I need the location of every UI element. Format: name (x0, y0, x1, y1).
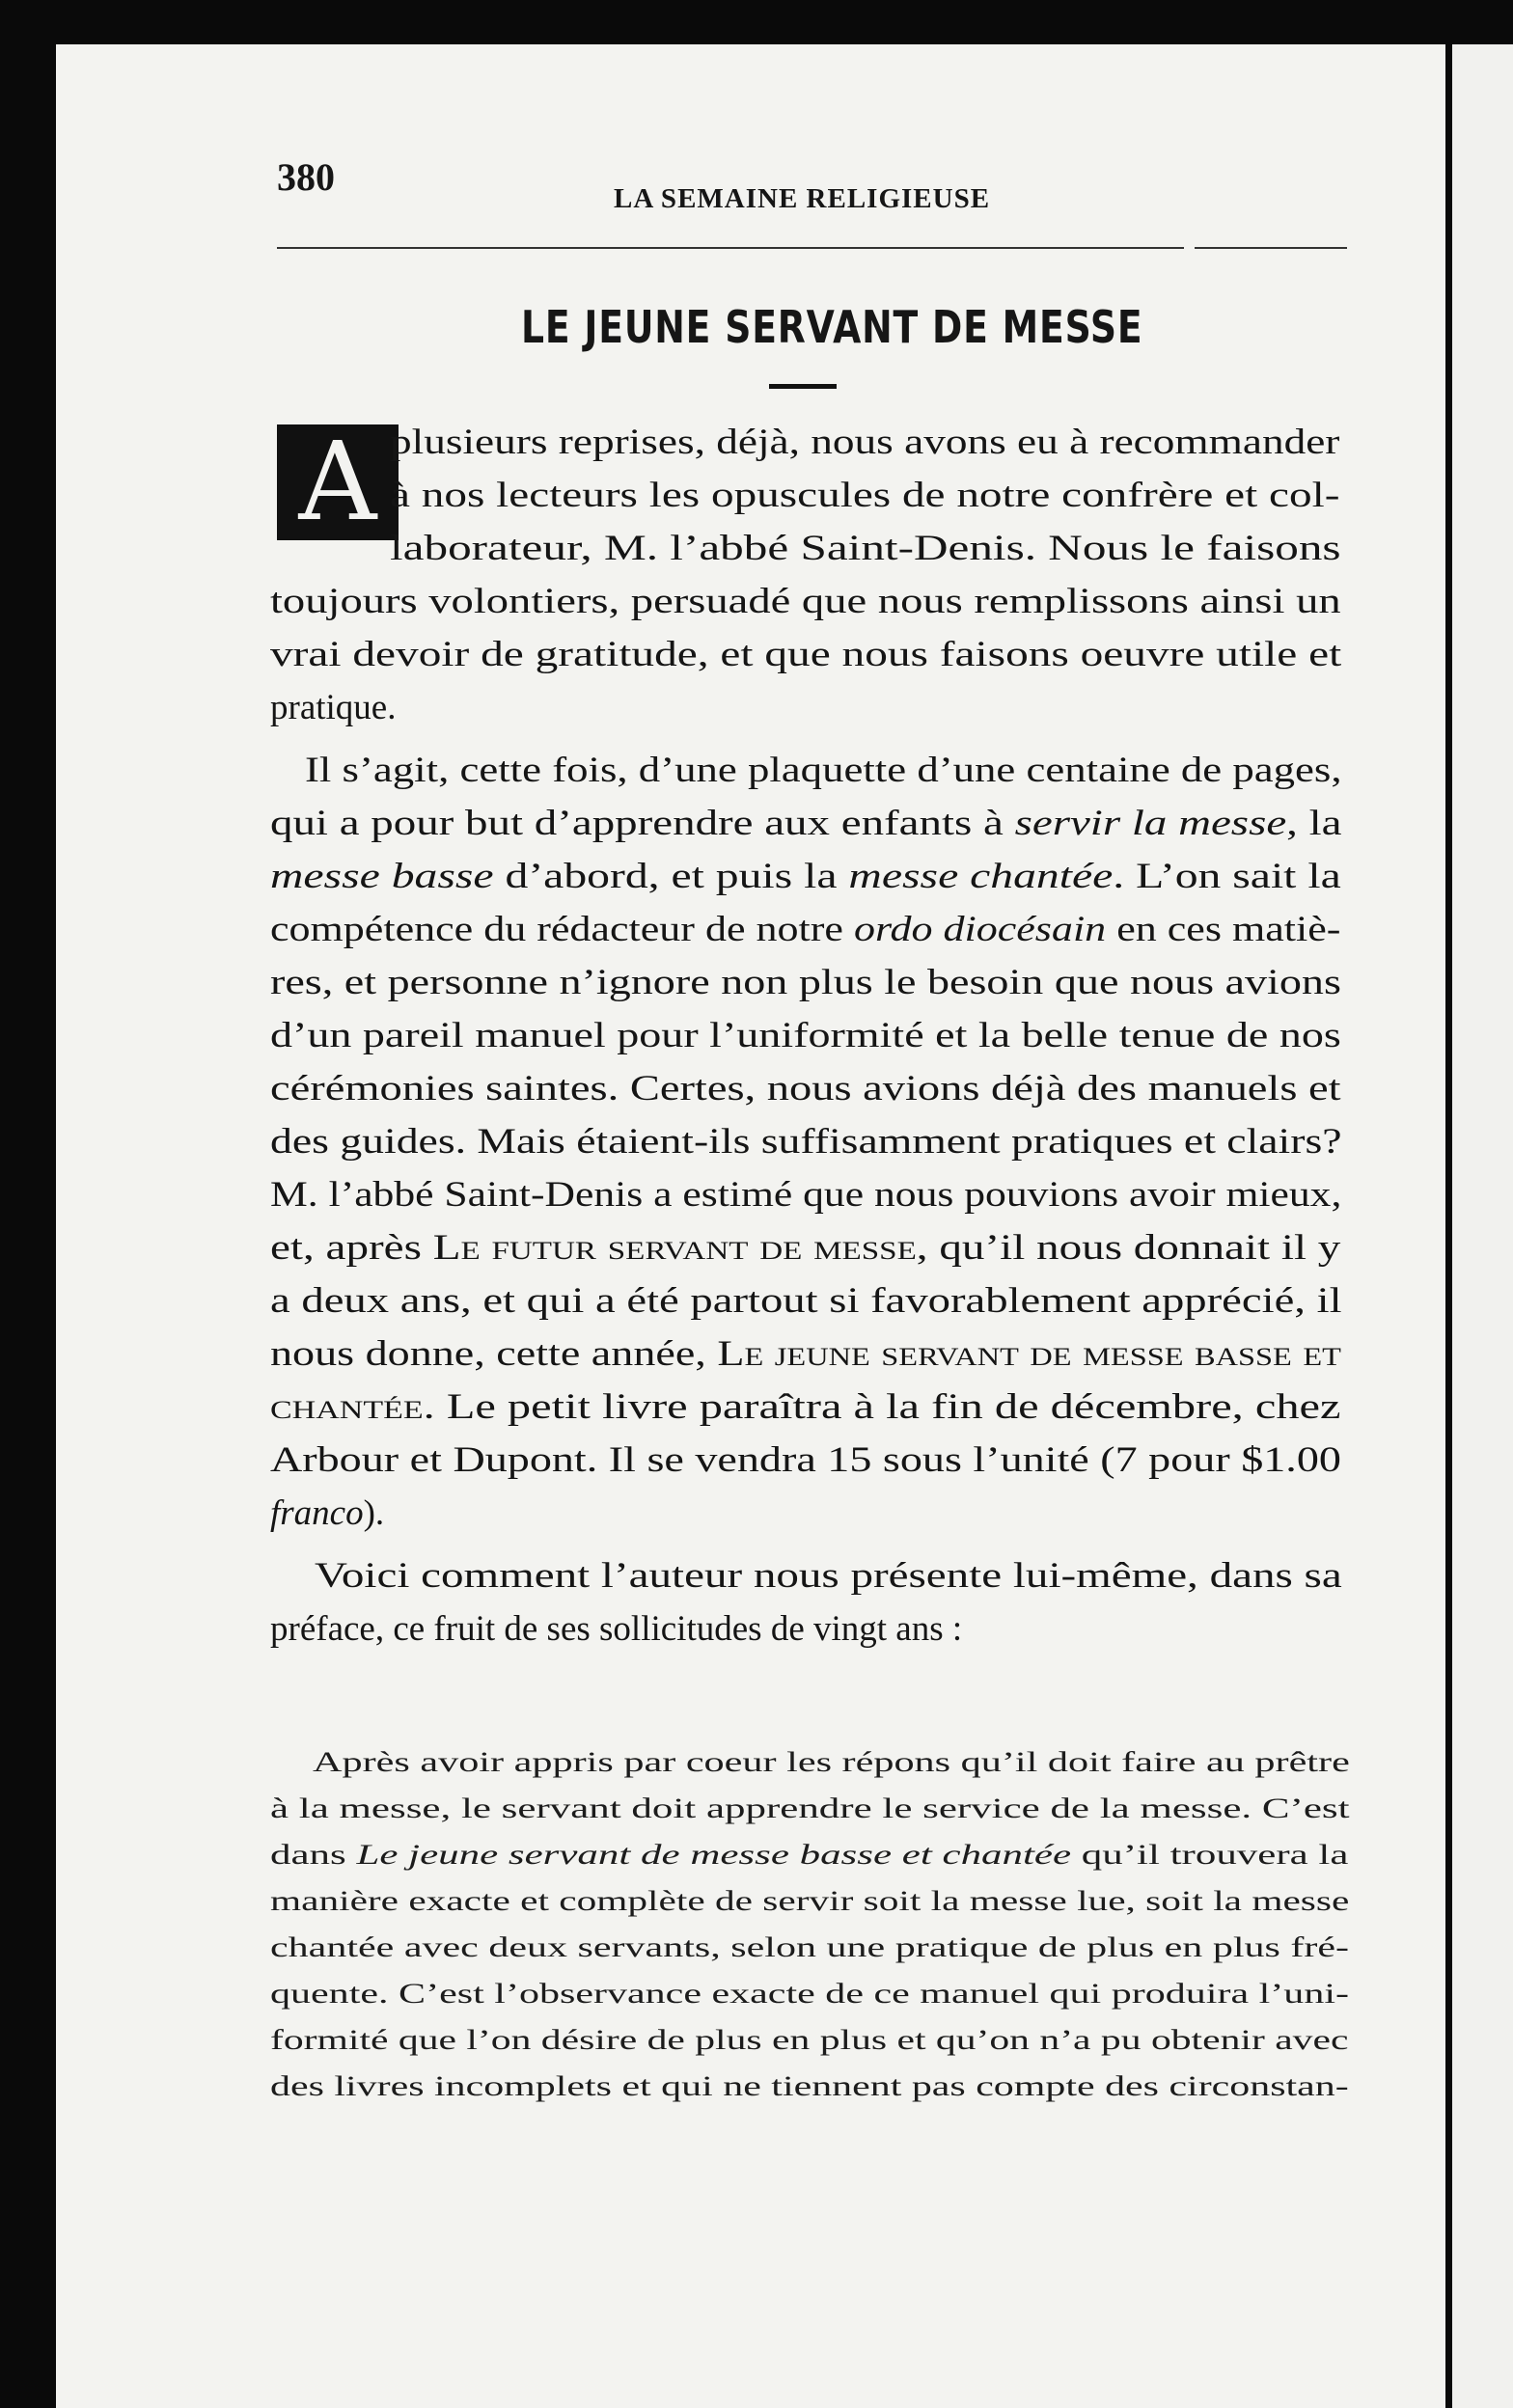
body-line (270, 965, 1341, 1000)
text-run: Le petit livre paraîtra à la fin de décembre, chez (434, 1387, 1341, 1427)
text-run: a deux ans, et qui a été partout si favorablement apprécié, il (270, 1281, 1342, 1321)
text-run: plusieurs reprises, déjà, nous avons eu à recommander (390, 423, 1340, 462)
body-line (270, 1018, 1341, 1054)
text-run: , la (1286, 804, 1342, 843)
text-run: Arbour et Dupont. Il se vendra 15 sous l’unité (7 pour $1.00 (270, 1440, 1341, 1480)
text-run: . L’on sait la (1113, 857, 1341, 896)
body-line (270, 1495, 384, 1531)
body-line (270, 1177, 1341, 1213)
body-line (390, 531, 1341, 566)
body-line (270, 859, 1341, 894)
quote-line (270, 1794, 1350, 1823)
text-run: qu’il trouvera la (1071, 1839, 1349, 1871)
text-run: Voici comment l’auteur nous présente lui-même, dans sa (315, 1556, 1342, 1596)
body-line (270, 1230, 1340, 1266)
text-run: dans (270, 1839, 357, 1871)
page-number: 380 (277, 155, 335, 199)
text-run: laborateur, M. l’abbé Saint-Denis. Nous le faisons (390, 529, 1341, 568)
body-line (270, 690, 396, 725)
text-run: à nos lecteurs les opuscules de notre confrère et col- (390, 476, 1340, 515)
text-run: ). (363, 1493, 385, 1533)
italic-text: franco (270, 1493, 364, 1533)
header-rule-right (1195, 247, 1347, 249)
italic-text: servir la messe (1014, 804, 1287, 843)
text-run: d’un pareil manuel pour l’uniformité et la belle tenue de nos (270, 1016, 1341, 1055)
small-caps-text: chantée. (270, 1387, 435, 1427)
body-line (270, 584, 1341, 619)
quote-line (270, 1887, 1349, 1916)
small-caps-text: Le jeune servant de messe basse et (717, 1334, 1341, 1374)
text-run: cérémonies saintes. Certes, nous avions déjà des manuels et (270, 1069, 1341, 1108)
text-run: nous donne, cette année, (270, 1334, 718, 1374)
body-line (270, 637, 1341, 672)
italic-text: messe chantée (848, 857, 1114, 896)
text-run: Il s’agit, cette fois, d’une plaquette d’une centaine de pages, (305, 751, 1342, 790)
text-run: des livres incomplets et qui ne tiennent pas compte des circonstan- (270, 2070, 1349, 2102)
text-run: Après avoir appris par coeur les répons qu’il doit faire au prêtre (313, 1746, 1350, 1778)
text-run: et, après (270, 1228, 433, 1268)
text-run: toujours volontiers, persuadé que nous remplissons ainsi un (270, 582, 1341, 621)
text-run: pratique. (270, 688, 397, 727)
body-line (270, 1389, 1340, 1425)
running-head: LA SEMAINE RELIGIEUSE (614, 183, 991, 214)
text-run: res, et personne n’ignore non plus le besoin que nous avions (270, 963, 1341, 1002)
text-run: compétence du rédacteur de notre (270, 910, 854, 949)
text-run: vrai devoir de gratitude, et que nous faisons oeuvre utile et (270, 635, 1342, 674)
text-run: à la messe, le servant doit apprendre le service de la messe. C’est (270, 1792, 1350, 1824)
body-line (270, 912, 1340, 947)
quote-line (270, 2026, 1348, 2055)
text-run: , qu’il nous donnait il y (916, 1228, 1341, 1268)
body-line (270, 1442, 1341, 1478)
text-run: chantée avec deux servants, selon une pratique de plus en plus fré- (270, 1931, 1350, 1963)
body-line (270, 806, 1342, 841)
text-run: en ces matiè- (1106, 910, 1341, 949)
italic-text: Le jeune servant de messe basse et chantée (356, 1839, 1072, 1871)
body-line (315, 1558, 1342, 1594)
text-run: M. l’abbé Saint-Denis a estimé que nous pouvions avoir mieux, (270, 1175, 1342, 1215)
small-caps-text: Le futur servant de messe (432, 1228, 917, 1268)
quote-line (270, 1841, 1348, 1870)
quote-line (313, 1748, 1350, 1777)
text-run: d’abord, et puis la (493, 857, 849, 896)
header-rule (277, 247, 1184, 249)
drop-cap: A (277, 424, 399, 540)
italic-text: ordo diocésain (853, 910, 1107, 949)
adjacent-page-edge (1452, 44, 1513, 2408)
title-rule (769, 384, 837, 389)
body-line (390, 478, 1339, 513)
quote-line (270, 2072, 1349, 2101)
body-line (390, 424, 1339, 460)
article-title: LE JEUNE SERVANT DE MESSE (521, 301, 1143, 353)
body-line (305, 752, 1342, 788)
quote-line (270, 1980, 1349, 2009)
body-line (270, 1611, 962, 1647)
body-line (270, 1283, 1342, 1319)
body-line (270, 1071, 1341, 1107)
text-run: qui a pour but d’apprendre aux enfants à (270, 804, 1015, 843)
text-run: formité que l’on désire de plus en plus et qu’on n’a pu obtenir avec (270, 2024, 1349, 2056)
text-run: manière exacte et complète de servir soit la messe lue, soit la messe (270, 1885, 1350, 1917)
body-line (270, 1336, 1341, 1372)
text-run: des guides. Mais étaient-ils suffisamment pratiques et clairs? (270, 1122, 1342, 1162)
quote-line (270, 1933, 1349, 1962)
text-run: préface, ce fruit de ses sollicitudes de vingt ans : (270, 1609, 963, 1649)
italic-text: messe basse (270, 857, 494, 896)
text-run: quente. C’est l’observance exacte de ce manuel qui produira l’uni- (270, 1978, 1350, 2010)
body-line (270, 1124, 1342, 1160)
